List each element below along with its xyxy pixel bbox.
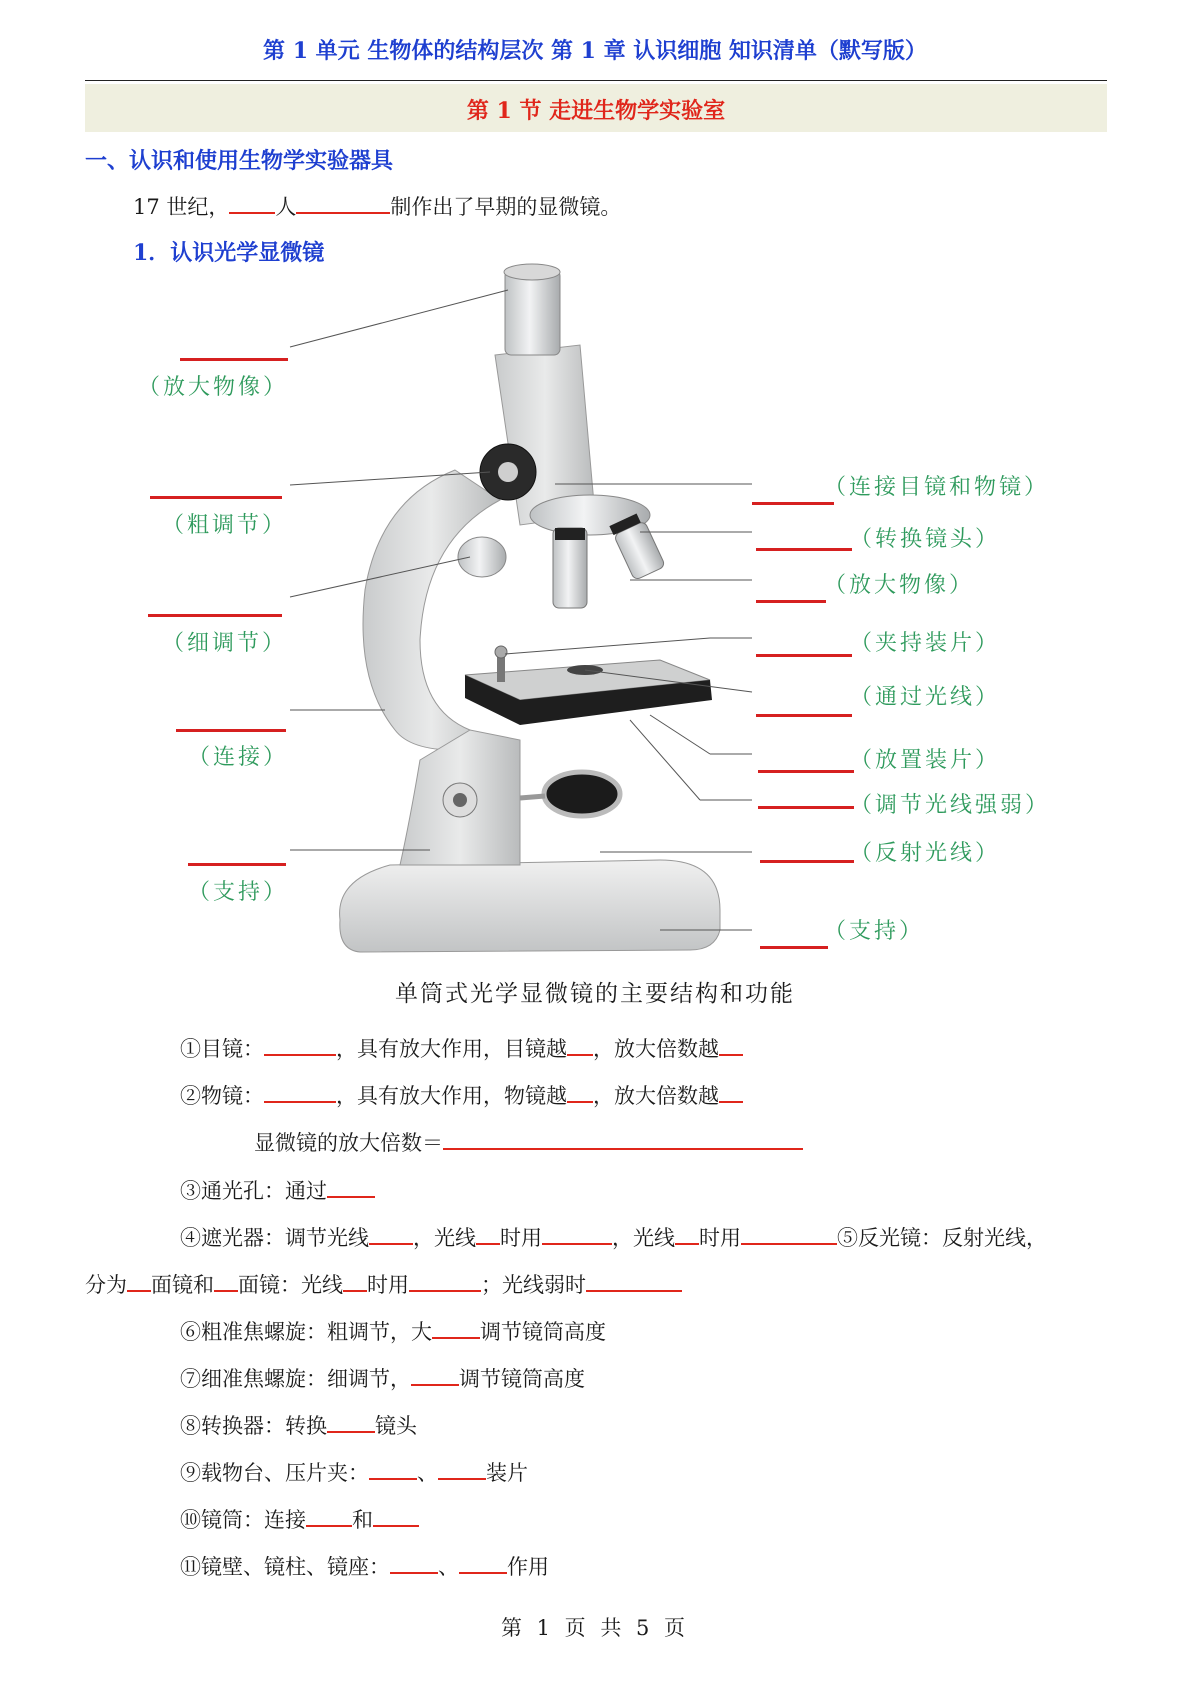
blank[interactable]	[719, 1032, 743, 1056]
section-band	[85, 84, 1107, 132]
label-fine-function: （细调节）	[162, 631, 288, 656]
item-arm-pillar-base: ⑪镜壁、镜柱、镜座： 、 作用	[180, 1550, 549, 1581]
blank[interactable]	[214, 1268, 238, 1292]
figure-caption: 单筒式光学显微镜的主要结构和功能	[395, 981, 795, 1007]
blank[interactable]	[760, 946, 828, 949]
blank[interactable]	[327, 1174, 375, 1198]
blank[interactable]	[438, 1456, 486, 1480]
label-arm-function: （连接）	[188, 745, 289, 770]
blank[interactable]	[390, 1550, 438, 1574]
label-tube-function: （连接目镜和物镜）	[824, 475, 1050, 500]
item-fine-knob: ⑦细准焦螺旋：细调节， 调节镜筒高度	[180, 1362, 585, 1393]
label-objective-function: （放大物像）	[824, 573, 975, 598]
blank[interactable]	[127, 1268, 151, 1292]
blank[interactable]	[476, 1221, 500, 1245]
item-tube: ⑩镜筒：连接 和	[180, 1503, 419, 1534]
blank[interactable]	[409, 1268, 481, 1292]
item-aperture: ③通光孔：通过	[180, 1174, 375, 1205]
blank[interactable]	[675, 1221, 699, 1245]
label-coarse-function: （粗调节）	[162, 513, 288, 538]
blank[interactable]	[150, 496, 282, 499]
label-eyepiece-function: （放大物像）	[138, 375, 289, 400]
blank[interactable]	[758, 806, 854, 809]
blank[interactable]	[369, 1221, 413, 1245]
label-clip-function: （夹持装片）	[850, 631, 1001, 656]
blank[interactable]	[459, 1550, 507, 1574]
blank[interactable]	[176, 729, 286, 732]
blank[interactable]	[542, 1221, 612, 1245]
item-eyepiece: ①目镜： ，具有放大作用，目镜越 ，放大倍数越	[180, 1032, 743, 1063]
blank[interactable]	[188, 863, 286, 866]
part-heading: 一、认识和使用生物学实验器具	[85, 148, 394, 174]
blank[interactable]	[148, 614, 282, 617]
item-objective: ②物镜： ，具有放大作用，物镜越 ，放大倍数越	[180, 1079, 743, 1110]
blank[interactable]	[264, 1032, 336, 1056]
blank[interactable]	[752, 502, 834, 505]
item-diaphragm: ④遮光器：调节光线 ，光线 时用 ，光线 时用 ⑤反光镜：反射光线，	[180, 1221, 1047, 1252]
blank[interactable]	[229, 190, 275, 214]
blank[interactable]	[760, 860, 854, 863]
item-coarse-knob: ⑥粗准焦螺旋：粗调节，大 调节镜筒高度	[180, 1315, 606, 1346]
blank[interactable]	[741, 1221, 837, 1245]
blank[interactable]	[327, 1409, 375, 1433]
blank[interactable]	[756, 600, 826, 603]
blank[interactable]	[443, 1126, 803, 1150]
blank[interactable]	[432, 1315, 480, 1339]
label-base-function: （支持）	[824, 919, 925, 944]
item-stage: ⑨载物台、压片夹： 、 装片	[180, 1456, 528, 1487]
blank[interactable]	[756, 714, 852, 717]
blank[interactable]	[756, 654, 852, 657]
label-diaphragm-function: （调节光线强弱）	[850, 793, 1051, 818]
blank[interactable]	[586, 1268, 682, 1292]
sub-heading: 1．认识光学显微镜	[133, 240, 325, 266]
intro-line: 17 世纪， 人 制作出了早期的显微镜。	[133, 190, 621, 221]
blank[interactable]	[719, 1079, 743, 1103]
blank[interactable]	[180, 358, 288, 361]
document-title: 第 1 单元 生物体的结构层次 第 1 章 认识细胞 知识清单（默写版）	[263, 38, 927, 64]
page-number: 第 1 页 共 5 页	[500, 1616, 690, 1640]
item-nosepiece: ⑧转换器：转换 镜头	[180, 1409, 417, 1440]
blank[interactable]	[567, 1032, 593, 1056]
label-pillar-function: （支持）	[188, 880, 289, 905]
label-nosepiece-function: （转换镜头）	[850, 527, 1001, 552]
blank[interactable]	[296, 190, 390, 214]
blank[interactable]	[411, 1362, 459, 1386]
blank[interactable]	[758, 770, 854, 773]
label-stage-function: （放置装片）	[850, 748, 1001, 773]
blank[interactable]	[343, 1268, 367, 1292]
blank[interactable]	[756, 548, 852, 551]
label-mirror-function: （反射光线）	[850, 841, 1001, 866]
section-title: 第 1 节 走进生物学实验室	[466, 98, 726, 124]
blank[interactable]	[567, 1079, 593, 1103]
blank[interactable]	[373, 1503, 419, 1527]
blank[interactable]	[369, 1456, 417, 1480]
header-divider	[85, 80, 1107, 81]
label-aperture-function: （通过光线）	[850, 685, 1001, 710]
blank[interactable]	[306, 1503, 352, 1527]
item-mirror: 分为 面镜和 面镜：光线 时用 ；光线弱时	[85, 1268, 682, 1299]
blank[interactable]	[264, 1079, 336, 1103]
item-magnification: 显微镜的放大倍数＝	[254, 1126, 803, 1157]
